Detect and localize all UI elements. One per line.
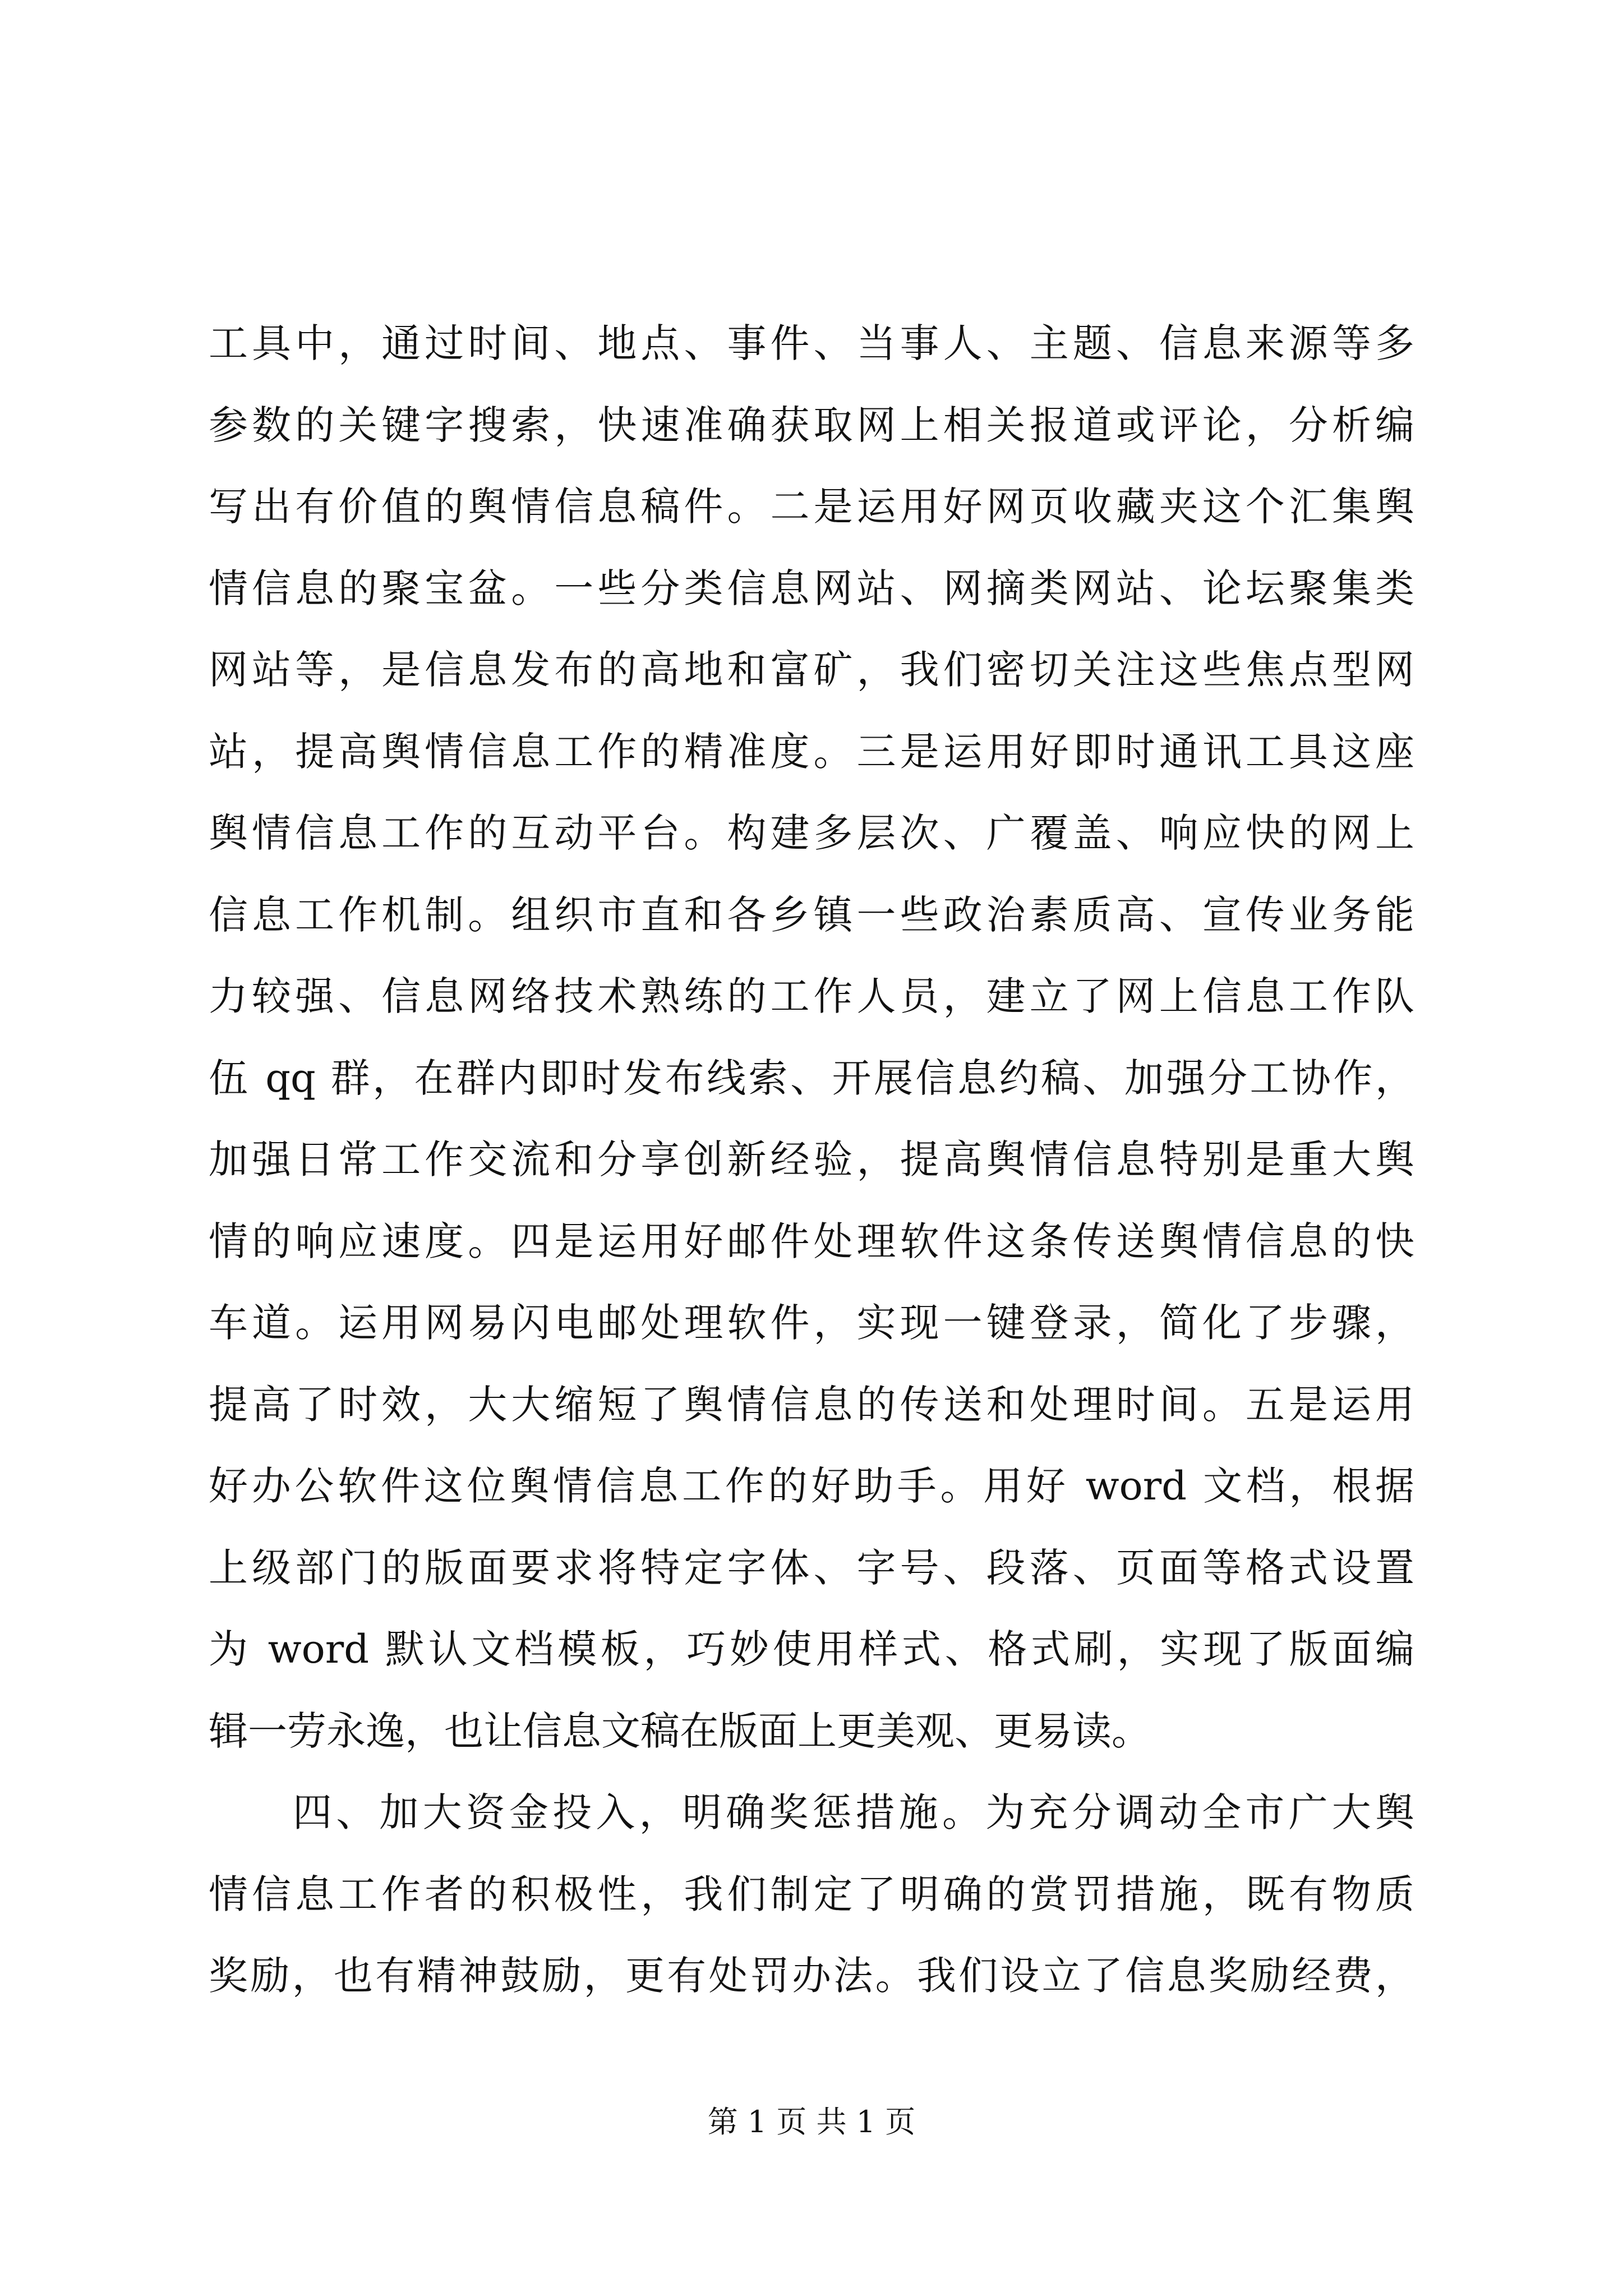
text-line: 为 word 默认文档模板，巧妙使用样式、格式刷，实现了版面编: [209, 1626, 1414, 1672]
text-line: 辑一劳永逸，也让信息文稿在版面上更美观、更易读。: [209, 1708, 1151, 1754]
text-line: 车道。运用网易闪电邮处理软件，实现一键登录，简化了步骤，: [209, 1300, 1414, 1346]
document-body: [209, 303, 1414, 2017]
text-line: 力较强、信息网络技术熟练的工作人员，建立了网上信息工作队: [209, 973, 1414, 1019]
text-line: 工具中，通过时间、地点、事件、当事人、主题、信息来源等多: [209, 320, 1414, 366]
text-line: 信息工作机制。组织市直和各乡镇一些政治素质高、宣传业务能: [209, 891, 1414, 938]
paragraph-2: [209, 1772, 1414, 2017]
page-number: 第 1 页 共 1 页: [707, 2104, 916, 2139]
text-line: 提高了时效，大大缩短了舆情信息的传送和处理时间。五是运用: [209, 1381, 1414, 1428]
text-line: 网站等，是信息发布的高地和富矿，我们密切关注这些焦点型网: [209, 647, 1414, 693]
text-line: 四、加大资金投入，明确奖惩措施。为充分调动全市广大舆: [293, 1789, 1414, 1835]
text-line: 情信息的聚宝盆。一些分类信息网站、网摘类网站、论坛聚集类: [209, 565, 1414, 611]
text-line: 情信息工作者的积极性，我们制定了明确的赏罚措施，既有物质: [209, 1871, 1414, 1917]
text-line: 情的响应速度。四是运用好邮件处理软件这条传送舆情信息的快: [209, 1218, 1414, 1264]
text-line: 好办公软件这位舆情信息工作的好助手。用好 word 文档，根据: [209, 1463, 1414, 1509]
paragraph-1: [209, 303, 1414, 1772]
text-line: 参数的关键字搜索，快速准确获取网上相关报道或评论，分析编: [209, 402, 1414, 448]
text-line: 站，提高舆情信息工作的精准度。三是运用好即时通讯工具这座: [209, 728, 1414, 775]
text-line: 舆情信息工作的互动平台。构建多层次、广覆盖、响应快的网上: [209, 810, 1414, 856]
text-line: 上级部门的版面要求将特定字体、字号、段落、页面等格式设置: [209, 1544, 1414, 1591]
text-line: 写出有价值的舆情信息稿件。二是运用好网页收藏夹这个汇集舆: [209, 484, 1414, 530]
text-line: 加强日常工作交流和分享创新经验，提高舆情信息特别是重大舆: [209, 1137, 1414, 1182]
text-line: 奖励，也有精神鼓励，更有处罚办法。我们设立了信息奖励经费，: [209, 1953, 1414, 1999]
text-line: 伍 qq 群，在群内即时发布线索、开展信息约稿、加强分工协作，: [209, 1055, 1414, 1101]
page-footer: [0, 2102, 1623, 2142]
